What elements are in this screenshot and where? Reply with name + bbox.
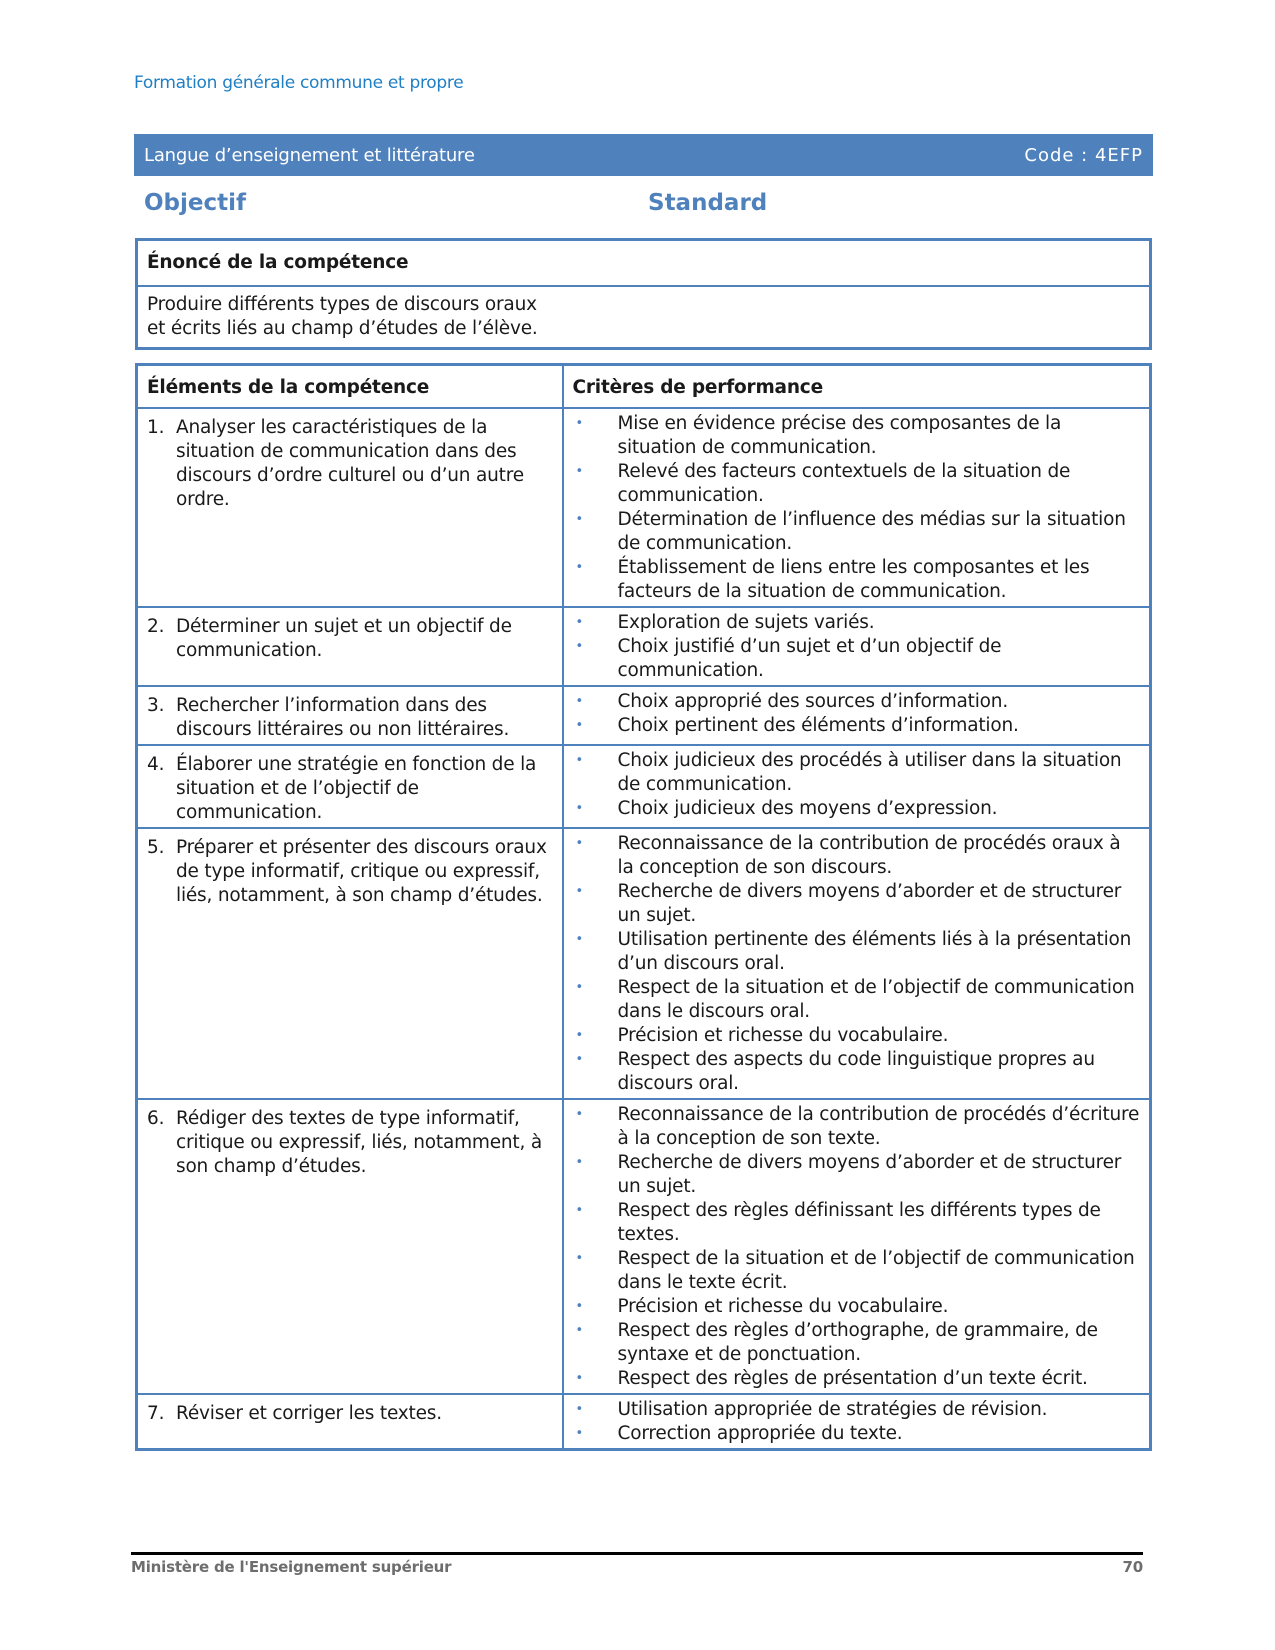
bullet-icon: •: [575, 1299, 583, 1314]
criterion-text: Respect de la situation et de l’objectif de communication dans le texte écrit.: [617, 1248, 1135, 1293]
list-item: [573, 556, 1141, 604]
criterion-text: Choix justifié d’un sujet et d’un objectif de communication.: [617, 636, 1002, 681]
element-text: Rédiger des textes de type informatif, critique ou expressif, liés, notamment, à son champ d’études.: [176, 1108, 542, 1177]
list-item: [573, 1319, 1141, 1367]
bullet-icon: •: [575, 1323, 583, 1338]
criteria-list: [573, 611, 1141, 683]
enonce-header: Énoncé de la compétence: [137, 240, 1151, 287]
criteria-list: [573, 749, 1141, 821]
list-item: [573, 1103, 1141, 1151]
list-item: [573, 460, 1141, 508]
element-text: Déterminer un sujet et un objectif de communication.: [176, 616, 512, 661]
criteres-column-header: Critères de performance: [563, 365, 1151, 409]
table-row: [137, 686, 1151, 745]
criterion-text: Respect des aspects du code linguistique propres au discours oral.: [617, 1049, 1095, 1094]
bullet-icon: •: [575, 1426, 583, 1441]
criterion-text: Précision et richesse du vocabulaire.: [617, 1025, 949, 1046]
criterion-text: Respect des règles de présentation d’un texte écrit.: [617, 1368, 1088, 1389]
element-cell: [137, 686, 563, 745]
bullet-icon: •: [575, 1251, 583, 1266]
criteria-cell: [563, 1099, 1151, 1394]
criterion-text: Respect des règles d’orthographe, de grammaire, de syntaxe et de ponctuation.: [617, 1320, 1098, 1365]
table-row: [137, 607, 1151, 686]
page-number: 70: [1122, 1558, 1143, 1576]
element-number: 4.: [147, 754, 165, 775]
competence-element: [147, 694, 553, 742]
list-item: [573, 714, 1141, 738]
criterion-text: Choix approprié des sources d’information.: [617, 691, 1008, 712]
section-titles: [144, 190, 1144, 224]
criterion-text: Choix judicieux des procédés à utiliser dans la situation de communication.: [617, 750, 1122, 795]
element-number: 7.: [147, 1403, 165, 1424]
bullet-icon: •: [575, 639, 583, 654]
list-item: [573, 611, 1141, 635]
criterion-text: Recherche de divers moyens d’aborder et de structurer un sujet.: [617, 1152, 1122, 1197]
criterion-text: Établissement de liens entre les composantes et les facteurs de la situation de communication.: [617, 557, 1090, 602]
competence-table: [135, 363, 1152, 1451]
footer-rule: [131, 1552, 1143, 1555]
bullet-icon: •: [575, 753, 583, 768]
list-item: [573, 832, 1141, 880]
bullet-icon: •: [575, 694, 583, 709]
objectif-heading: Objectif: [144, 190, 247, 216]
competence-element: [147, 416, 553, 512]
criterion-text: Précision et richesse du vocabulaire.: [617, 1296, 949, 1317]
table-row: [137, 1099, 1151, 1394]
element-cell: [137, 607, 563, 686]
criterion-text: Respect des règles définissant les différents types de textes.: [617, 1200, 1101, 1245]
list-item: [573, 635, 1141, 683]
table-row: [137, 1394, 1151, 1450]
footer: [131, 1558, 1143, 1576]
enonce-table: [135, 238, 1152, 350]
element-text: Préparer et présenter des discours oraux de type informatif, critique ou expressif, liés, notamment, à son champ d’études.: [176, 837, 547, 906]
list-item: [573, 1247, 1141, 1295]
table-row: [137, 745, 1151, 828]
element-cell: [137, 1099, 563, 1394]
element-number: 3.: [147, 695, 165, 716]
element-number: 5.: [147, 837, 165, 858]
criteria-list: [573, 1398, 1141, 1446]
list-item: [573, 1422, 1141, 1446]
element-cell: [137, 828, 563, 1099]
competence-element: [147, 753, 553, 825]
list-item: [573, 1295, 1141, 1319]
competence-element: [147, 615, 553, 663]
bullet-icon: •: [575, 1402, 583, 1417]
enonce-cell: [137, 286, 1151, 349]
element-cell: [137, 1394, 563, 1450]
running-head: Formation générale commune et propre: [134, 73, 464, 93]
footer-publisher: Ministère de l'Enseignement supérieur: [131, 1558, 452, 1576]
competence-rows: [137, 408, 1151, 1450]
course-code: Code : 4EFP: [1024, 144, 1143, 166]
criterion-text: Détermination de l’influence des médias sur la situation de communication.: [617, 509, 1126, 554]
bullet-icon: •: [575, 1028, 583, 1043]
criteria-list: [573, 690, 1141, 738]
bullet-icon: •: [575, 615, 583, 630]
criterion-text: Correction appropriée du texte.: [617, 1423, 903, 1444]
bullet-icon: •: [575, 1052, 583, 1067]
list-item: [573, 1367, 1141, 1391]
bullet-icon: •: [575, 416, 583, 431]
bullet-icon: •: [575, 1203, 583, 1218]
table-row: [137, 408, 1151, 607]
bullet-icon: •: [575, 801, 583, 816]
criteria-cell: [563, 745, 1151, 828]
list-item: [573, 797, 1141, 821]
element-number: 6.: [147, 1108, 165, 1129]
bullet-icon: •: [575, 1155, 583, 1170]
criterion-text: Utilisation appropriée de stratégies de révision.: [617, 1399, 1048, 1420]
bullet-icon: •: [575, 1371, 583, 1386]
competence-element: [147, 836, 553, 908]
element-cell: [137, 745, 563, 828]
list-item: [573, 412, 1141, 460]
element-text: Réviser et corriger les textes.: [176, 1403, 442, 1424]
criteria-cell: [563, 607, 1151, 686]
criterion-text: Respect de la situation et de l’objectif de communication dans le discours oral.: [617, 977, 1135, 1022]
competence-element: [147, 1402, 553, 1426]
table-row: [137, 828, 1151, 1099]
criteria-cell: [563, 828, 1151, 1099]
criterion-text: Exploration de sujets variés.: [617, 612, 875, 633]
criterion-text: Recherche de divers moyens d’aborder et de structurer un sujet.: [617, 881, 1122, 926]
list-item: [573, 1151, 1141, 1199]
criteria-list: [573, 832, 1141, 1096]
criteria-cell: [563, 408, 1151, 607]
course-title-bar: [134, 134, 1153, 176]
criteria-list: [573, 412, 1141, 604]
bullet-icon: •: [575, 884, 583, 899]
list-item: [573, 508, 1141, 556]
element-text: Élaborer une stratégie en fonction de la situation et de l’objectif de communication.: [176, 754, 537, 823]
list-item: [573, 1398, 1141, 1422]
element-text: Analyser les caractéristiques de la situation de communication dans des discours d’ordre culturel ou d’un autre ordre.: [176, 417, 524, 510]
list-item: [573, 1048, 1141, 1096]
criterion-text: Utilisation pertinente des éléments liés à la présentation d’un discours oral.: [617, 929, 1132, 974]
bullet-icon: •: [575, 718, 583, 733]
list-item: [573, 749, 1141, 797]
list-item: [573, 928, 1141, 976]
bullet-icon: •: [575, 464, 583, 479]
list-item: [573, 1199, 1141, 1247]
criterion-text: Mise en évidence précise des composantes de la situation de communication.: [617, 413, 1062, 458]
element-number: 1.: [147, 417, 165, 438]
criteria-cell: [563, 1394, 1151, 1450]
bullet-icon: •: [575, 1107, 583, 1122]
criteria-list: [573, 1103, 1141, 1391]
bullet-icon: •: [575, 560, 583, 575]
criterion-text: Choix pertinent des éléments d’information.: [617, 715, 1019, 736]
elements-column-header: Éléments de la compétence: [137, 365, 563, 409]
element-text: Rechercher l’information dans des discours littéraires ou non littéraires.: [176, 695, 510, 740]
list-item: [573, 690, 1141, 714]
bullet-icon: •: [575, 932, 583, 947]
criterion-text: Choix judicieux des moyens d’expression.: [617, 798, 998, 819]
standard-heading: Standard: [648, 190, 768, 216]
bullet-icon: •: [575, 980, 583, 995]
list-item: [573, 976, 1141, 1024]
course-title: Langue d’enseignement et littérature: [144, 144, 475, 166]
bullet-icon: •: [575, 512, 583, 527]
enonce-text: Produire différents types de discours oraux et écrits liés au champ d’études de l’élève.: [147, 294, 538, 339]
criterion-text: Reconnaissance de la contribution de procédés d’écriture à la conception de son texte.: [617, 1104, 1140, 1149]
criterion-text: Reconnaissance de la contribution de procédés oraux à la conception de son discours.: [617, 833, 1121, 878]
element-number: 2.: [147, 616, 165, 637]
criteria-cell: [563, 686, 1151, 745]
competence-element: [147, 1107, 553, 1179]
list-item: [573, 1024, 1141, 1048]
criterion-text: Relevé des facteurs contextuels de la situation de communication.: [617, 461, 1071, 506]
list-item: [573, 880, 1141, 928]
bullet-icon: •: [575, 836, 583, 851]
element-cell: [137, 408, 563, 607]
